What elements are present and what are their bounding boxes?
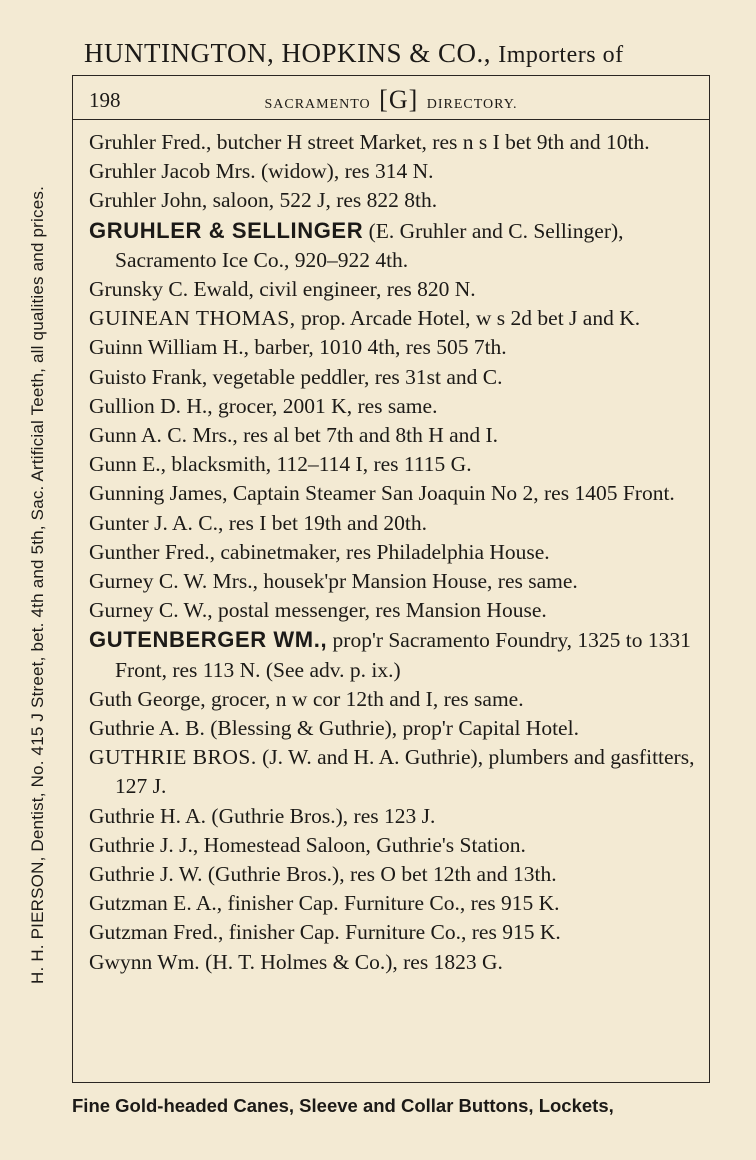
entry-details: (widow), res 314 N. xyxy=(255,159,434,184)
entry-name: Guthrie J. W. xyxy=(89,862,203,887)
entry-name: Gruhler John, xyxy=(89,188,208,213)
entry-details: cabinetmaker, res Philadelphia House. xyxy=(215,539,550,564)
directory-entry xyxy=(89,596,695,625)
entry-details: grocer, n w cor 12th and I, res same. xyxy=(205,686,524,711)
entry-name: Gunter J. A. C., xyxy=(89,510,224,535)
directory-entry xyxy=(89,479,695,508)
entry-name: GUTHRIE BROS. xyxy=(89,745,257,770)
directory-entry xyxy=(89,157,695,186)
entry-name: Gwynn Wm. xyxy=(89,949,200,974)
directory-entry xyxy=(89,275,695,304)
directory-entry xyxy=(89,450,695,479)
entry-details: res I bet 19th and 20th. xyxy=(223,510,427,535)
side-advertisement-text: H. H. PIERSON, Dentist, No. 415 J Street, bet. 4th and 5th, Sac. Artificial Teeth, all qualities and prices. xyxy=(28,186,47,984)
entry-details: Homestead Saloon, Guthrie's Station. xyxy=(198,832,526,857)
entry-name: Gullion D. H., xyxy=(89,393,213,418)
entry-name: Gunning James, xyxy=(89,481,228,506)
directory-entries xyxy=(89,128,695,977)
directory-entry xyxy=(89,685,695,714)
directory-entry xyxy=(89,714,695,743)
top-banner-name: HUNTINGTON, HOPKINS & CO., xyxy=(84,38,492,68)
top-banner-tail: Importers of xyxy=(498,42,624,68)
entry-name: Gunther Fred., xyxy=(89,539,215,564)
directory-entry xyxy=(89,831,695,860)
entry-details: grocer, 2001 K, res same. xyxy=(212,393,438,418)
entry-name: Gunn A. C. Mrs., xyxy=(89,423,238,448)
entry-details: res al bet 7th and 8th H and I. xyxy=(237,423,499,448)
directory-entry xyxy=(89,538,695,567)
directory-entry xyxy=(89,743,695,801)
directory-entry xyxy=(89,333,695,362)
entry-details: vegetable peddler, res 31st and C. xyxy=(207,364,503,389)
entry-details: (Blessing & Guthrie), prop'r Capital Hotel. xyxy=(204,716,579,741)
entry-details: butcher H street Market, res n s I bet 9th and 10th. xyxy=(211,130,650,154)
page-header xyxy=(73,76,709,120)
directory-entry xyxy=(89,567,695,596)
entry-details: finisher Cap. Furniture Co., res 915 K. xyxy=(222,891,560,916)
entry-details: finisher Cap. Furniture Co., res 915 K. xyxy=(223,920,561,945)
entry-name: Gutzman Fred., xyxy=(89,920,224,945)
entry-name: Gruhler Fred., xyxy=(89,130,212,154)
entry-name: Gunn E., xyxy=(89,452,167,477)
entry-details: postal messenger, res Mansion House. xyxy=(212,598,547,623)
directory-entry xyxy=(89,625,695,684)
directory-entry xyxy=(89,860,695,889)
entry-name: Guthrie A. B. xyxy=(89,716,205,741)
entry-name: Guisto Frank, xyxy=(89,364,208,389)
entry-name: GUINEAN THOMAS, xyxy=(89,306,296,331)
directory-entry xyxy=(89,889,695,918)
entry-name: Gutzman E. A., xyxy=(89,891,223,916)
entry-name: Guthrie H. A. xyxy=(89,803,207,828)
entry-name: Guth George, xyxy=(89,686,206,711)
directory-entry xyxy=(89,363,695,392)
directory-page xyxy=(72,75,710,1083)
entry-name: Gruhler Jacob Mrs. xyxy=(89,159,256,184)
entry-name: Gurney C. W. Mrs., xyxy=(89,569,259,594)
entry-details: blacksmith, 112–114 I, res 1115 G. xyxy=(166,452,472,477)
directory-entry xyxy=(89,421,695,450)
directory-entry xyxy=(89,216,695,275)
directory-entry xyxy=(89,304,695,333)
entry-name: Gurney C. W., xyxy=(89,598,213,623)
entry-name: Grunsky C. Ewald, xyxy=(89,277,254,302)
entry-details: saloon, 522 J, res 822 8th. xyxy=(207,188,438,213)
entry-details: (Guthrie Bros.), res O bet 12th and 13th. xyxy=(202,862,557,887)
entry-details: barber, 1010 4th, res 505 7th. xyxy=(248,335,507,360)
entry-details: housek'pr Mansion House, res same. xyxy=(258,569,578,594)
running-head-right: DIRECTORY. xyxy=(426,97,518,112)
page-number: 198 xyxy=(89,88,121,112)
directory-entry xyxy=(89,509,695,538)
running-head-left: SACRAMENTO xyxy=(264,97,371,112)
entry-name: Guthrie J. J., xyxy=(89,832,199,857)
side-advertisement xyxy=(8,90,68,1080)
directory-entry xyxy=(89,128,695,157)
entry-details: (J. W. and H. A. Guthrie), plumbers and gasfitters, 127 J. xyxy=(115,745,695,799)
top-banner xyxy=(84,38,724,69)
directory-entry xyxy=(89,802,695,831)
entry-details: prop. Arcade Hotel, w s 2d bet J and K. xyxy=(295,306,641,331)
entry-name: GRUHLER & SELLINGER xyxy=(89,217,364,243)
section-letter: [G] xyxy=(379,85,419,114)
entry-details: civil engineer, res 820 N. xyxy=(253,277,476,302)
directory-entry xyxy=(89,948,695,977)
directory-entry xyxy=(89,392,695,421)
entry-details: (H. T. Holmes & Co.), res 1823 G. xyxy=(199,949,503,974)
entry-name: GUTENBERGER WM., xyxy=(89,627,328,653)
entry-details: (Guthrie Bros.), res 123 J. xyxy=(206,803,436,828)
entry-details: (E. Gruhler and C. Sellinger), Sacramento Ice Co., 920–922 4th. xyxy=(115,218,624,272)
entry-details: Captain Steamer San Joaquin No 2, res 1405 Front. xyxy=(227,481,675,506)
entry-name: Guinn William H., xyxy=(89,335,249,360)
directory-entry xyxy=(89,186,695,215)
bottom-banner: Fine Gold-headed Canes, Sleeve and Collar Buttons, Lockets, xyxy=(72,1095,614,1116)
running-head xyxy=(73,85,709,115)
directory-entry xyxy=(89,918,695,947)
entry-details: prop'r Sacramento Foundry, 1325 to 1331 Front, res 113 N. (See adv. p. ix.) xyxy=(115,628,691,682)
